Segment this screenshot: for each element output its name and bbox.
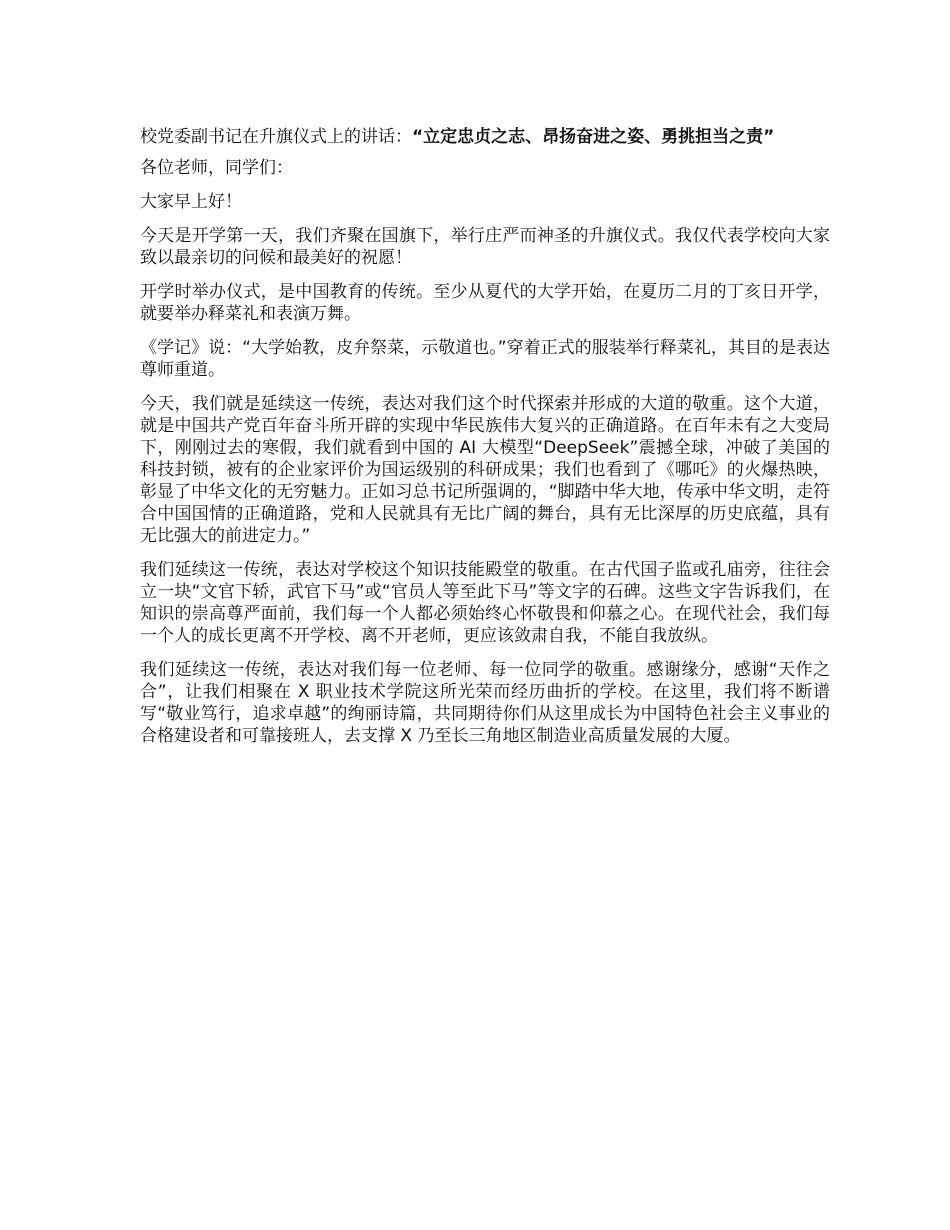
paragraph-4: 今天，我们就是延续这一传统，表达对我们这个时代探索并形成的大道的敬重。这个大道，就是中国共产党百年奋斗所开辟的实现中华民族伟大复兴的正确道路。在百年未有之大变局下，刚刚过去的寒假，我们就看到中国的 AI 大模型“DeepSeek”震撼全球，冲破了美国的科技封锁，被有的企业家评价为国运级别的科研成果；我们也看到了《哪吒》的火爆热映，彰显了中华文化的无穷魅力。正如习总书记所强调的，“脚踏中华大地，传承中华文明，走符合中国国情的正确道路，党和人民就具有无比广阔的舞台，具有无比深厚的历史底蕴，具有无比强大的前进定力。” bbox=[140, 394, 830, 546]
title-quote: “立定忠贞之志、昂扬奋进之姿、勇挑担当之责” bbox=[412, 127, 775, 147]
paragraph-5: 我们延续这一传统，表达对学校这个知识技能殿堂的敬重。在古代国子监或孔庙旁，往往会立一块“文官下轿，武官下马”或“官员人等至此下马”等文字的石碑。这些文字告诉我们，在知识的崇高尊严面前，我们每一个人都必须始终心怀敬畏和仰慕之心。在现代社会，我们每一个人的成长更离不开学校、离不开老师，更应该敛肃自我，不能自我放纵。 bbox=[140, 560, 830, 646]
greeting: 大家早上好！ bbox=[140, 192, 242, 212]
document-page bbox=[140, 126, 830, 759]
speech-title bbox=[140, 126, 830, 148]
paragraph-2: 开学时举办仪式，是中国教育的传统。至少从夏代的大学开始，在夏历二月的丁亥日开学，就要举办释菜礼和表演万舞。 bbox=[140, 282, 830, 324]
salutation: 各位老师，同学们： bbox=[140, 158, 293, 178]
title-prefix: 校党委副书记在升旗仪式上的讲话： bbox=[140, 127, 412, 147]
paragraph-3: 《学记》说：“大学始教，皮弁祭菜，示敬道也。”穿着正式的服装举行释菜礼，其目的是表达尊师重道。 bbox=[140, 338, 830, 380]
paragraph-1: 今天是开学第一天，我们齐聚在国旗下，举行庄严而神圣的升旗仪式。我仅代表学校向大家致以最亲切的问候和最美好的祝愿！ bbox=[140, 226, 830, 268]
paragraph-6: 我们延续这一传统，表达对我们每一位老师、每一位同学的敬重。感谢缘分，感谢“天作之合”，让我们相聚在 X 职业技术学院这所光荣而经历曲折的学校。在这里，我们将不断谱写“敬业笃行，追求卓越”的绚丽诗篇，共同期待你们从这里成长为中国特色社会主义事业的合格建设者和可靠接班人，去支撑 X 乃至长三角地区制造业高质量发展的大厦。 bbox=[140, 660, 830, 746]
